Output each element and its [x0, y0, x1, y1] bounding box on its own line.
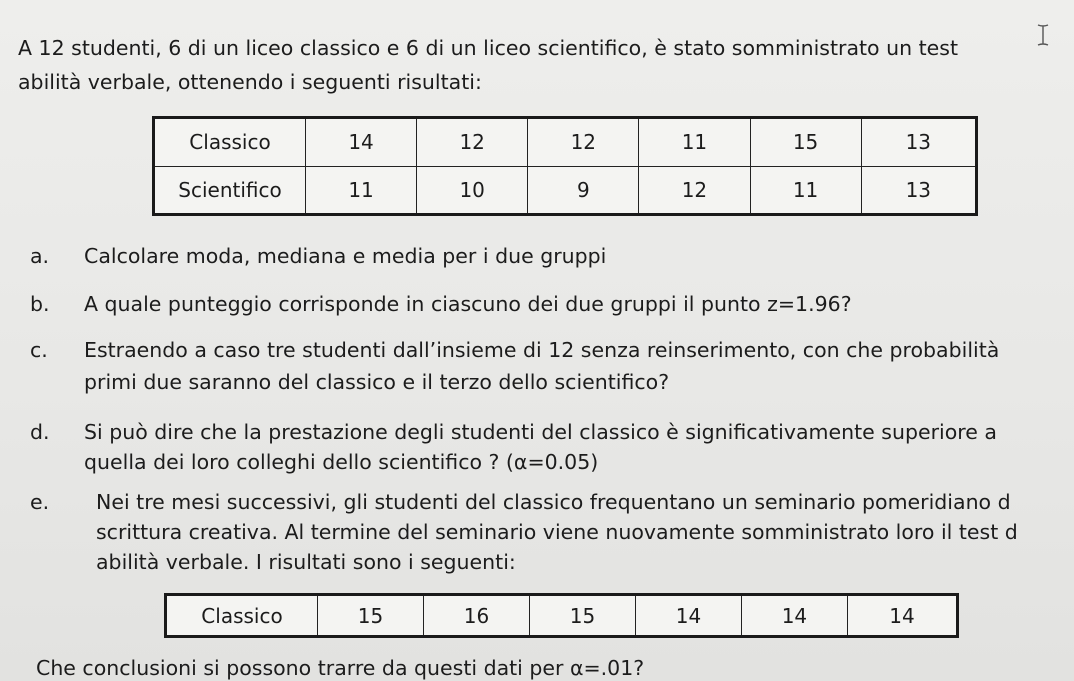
table-cell: 11	[306, 166, 417, 215]
table-cell: 10	[417, 166, 528, 215]
question-letter-d: d.	[30, 420, 50, 444]
table-row	[154, 166, 977, 215]
table-cell: 12	[639, 166, 750, 215]
question-d-line-1: Si può dire che la prestazione degli studenti del classico è significativamente superiore a	[84, 420, 997, 444]
question-c-line-1: Estraendo a caso tre studenti dall’insieme di 12 senza reinserimento, con che probabilità	[84, 338, 1000, 362]
table-cell: 14	[306, 118, 417, 167]
table-cell: 12	[417, 118, 528, 167]
text-cursor-icon	[1036, 24, 1050, 46]
question-letter-b: b.	[30, 292, 50, 316]
scores-table	[152, 116, 978, 216]
question-b-line-1: A quale punteggio corrisponde in ciascuno dei due gruppi il punto z=1.96?	[84, 292, 852, 316]
table-cell: 15	[529, 595, 635, 637]
post-seminar-table	[164, 593, 959, 638]
table-cell: 14	[741, 595, 847, 637]
table-cell: 13	[861, 166, 976, 215]
question-e-line-1: Nei tre mesi successivi, gli studenti del classico frequentano un seminario pomeridiano d	[96, 490, 1011, 514]
table-row	[166, 595, 958, 637]
row-label-scientifico: Scientifico	[154, 166, 306, 215]
question-letter-c: c.	[30, 338, 48, 362]
question-c-line-2: primi due saranno del classico e il terzo dello scientifico?	[84, 370, 670, 394]
intro-line-2: abilità verbale, ottenendo i seguenti risultati:	[18, 70, 482, 94]
table-row	[154, 118, 977, 167]
row-label-classico: Classico	[166, 595, 318, 637]
table-cell: 11	[639, 118, 750, 167]
question-e-line-3: abilità verbale. I risultati sono i seguenti:	[96, 550, 516, 574]
table-cell: 15	[750, 118, 861, 167]
table-cell: 14	[847, 595, 957, 637]
closing-question: Che conclusioni si possono trarre da questi dati per α=.01?	[36, 656, 645, 680]
question-a-line-1: Calcolare moda, mediana e media per i due gruppi	[84, 244, 607, 268]
table-cell: 14	[635, 595, 741, 637]
question-d-line-2: quella dei loro colleghi dello scientifico ? (α=0.05)	[84, 450, 599, 474]
question-letter-a: a.	[30, 244, 50, 268]
table-cell: 16	[423, 595, 529, 637]
row-label-classico: Classico	[154, 118, 306, 167]
table-cell: 12	[528, 118, 639, 167]
question-e-line-2: scrittura creativa. Al termine del seminario viene nuovamente somministrato loro il test d	[96, 520, 1018, 544]
table-cell: 13	[861, 118, 976, 167]
table-cell: 15	[318, 595, 424, 637]
intro-line-1: A 12 studenti, 6 di un liceo classico e 6 di un liceo scientifico, è stato somministrato un test	[18, 36, 958, 60]
table-cell: 11	[750, 166, 861, 215]
question-letter-e: e.	[30, 490, 50, 514]
table-cell: 9	[528, 166, 639, 215]
